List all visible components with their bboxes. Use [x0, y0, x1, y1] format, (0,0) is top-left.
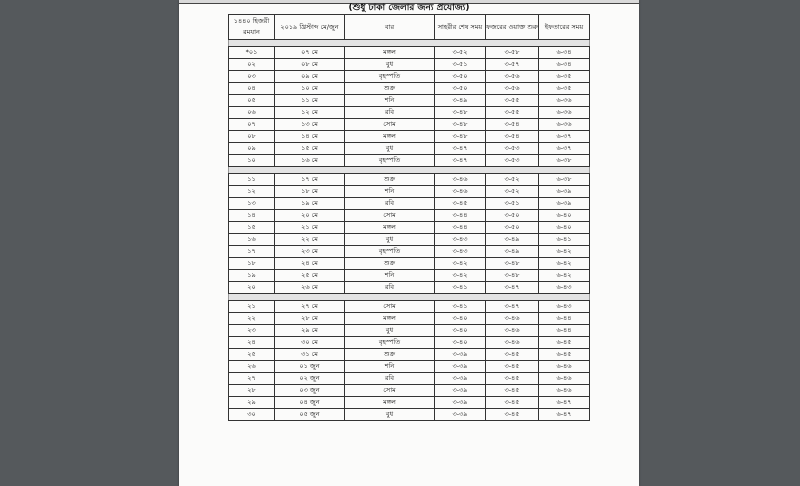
cell-sehri: ৩-৪৯	[435, 95, 486, 107]
cell-hijri-day: ০৯	[229, 143, 275, 155]
cell-date: ০৩ জুন	[275, 385, 345, 397]
cell-weekday: বুধ	[345, 325, 435, 337]
cell-date: ১৩ মে	[275, 119, 345, 131]
cell-iftar: ৬-৩৮	[539, 155, 590, 167]
cell-hijri-day: ০৩	[229, 71, 275, 83]
cell-weekday: বৃহস্পতি	[345, 71, 435, 83]
document-subtitle: (শুধু ঢাকা জেলার জন্য প্রযোজ্য)	[348, 3, 470, 13]
cell-sehri: ৩-৪০	[435, 313, 486, 325]
cell-hijri-day: ১০	[229, 155, 275, 167]
cell-hijri-day: ১৪	[229, 210, 275, 222]
header-row	[229, 15, 590, 40]
cell-weekday: শুক্র	[345, 83, 435, 95]
cell-date: ২১ মে	[275, 222, 345, 234]
cell-fajr: ৩-৪৫	[486, 349, 539, 361]
cell-sehri: ৩-৪৪	[435, 210, 486, 222]
cell-iftar: ৬-৪৭	[539, 397, 590, 409]
table-row	[229, 198, 590, 210]
cell-sehri: ৩-৪০	[435, 325, 486, 337]
document-page	[179, 0, 639, 486]
cell-iftar: ৬-৪৬	[539, 361, 590, 373]
cell-hijri-day: ০২	[229, 59, 275, 71]
cell-iftar: ৬-৩৪	[539, 59, 590, 71]
cell-sehri: ৩-৪০	[435, 337, 486, 349]
cell-iftar: ৬-৩৪	[539, 47, 590, 59]
cell-date: ২৩ মে	[275, 246, 345, 258]
cell-fajr: ৩-৫২	[486, 186, 539, 198]
cell-hijri-day: ২০	[229, 282, 275, 294]
cell-fajr: ৩-৪৫	[486, 409, 539, 421]
cell-date: ০৪ জুন	[275, 397, 345, 409]
cell-hijri-day: ১৬	[229, 234, 275, 246]
cell-weekday: মঙ্গল	[345, 222, 435, 234]
table-row	[229, 409, 590, 421]
cell-weekday: শনি	[345, 186, 435, 198]
separator-cell	[229, 40, 590, 47]
cell-fajr: ৩-৪৮	[486, 270, 539, 282]
cell-hijri-day: ০৪	[229, 83, 275, 95]
cell-date: ২৭ মে	[275, 301, 345, 313]
cell-date: ৩০ মে	[275, 337, 345, 349]
cell-fajr: ৩-৪৭	[486, 301, 539, 313]
cell-date: ১৭ মে	[275, 174, 345, 186]
cell-fajr: ৩-৫৬	[486, 71, 539, 83]
cell-fajr: ৩-৪৫	[486, 385, 539, 397]
table-row	[229, 83, 590, 95]
cell-iftar: ৬-৪৭	[539, 409, 590, 421]
cell-sehri: ৩-৫২	[435, 47, 486, 59]
table-row	[229, 349, 590, 361]
cell-date: ১৫ মে	[275, 143, 345, 155]
cell-hijri-day: ৩০	[229, 409, 275, 421]
cell-sehri: ৩-৪৮	[435, 107, 486, 119]
cell-weekday: শুক্র	[345, 258, 435, 270]
table-row	[229, 234, 590, 246]
cell-weekday: শুক্র	[345, 349, 435, 361]
table-row	[229, 361, 590, 373]
cell-sehri: ৩-৪২	[435, 258, 486, 270]
cell-fajr: ৩-৪৭	[486, 282, 539, 294]
cell-iftar: ৬-৪২	[539, 258, 590, 270]
cell-hijri-day: ২২	[229, 313, 275, 325]
cell-iftar: ৬-৪১	[539, 234, 590, 246]
cell-fajr: ৩-৫৩	[486, 155, 539, 167]
table-row	[229, 397, 590, 409]
table-row	[229, 222, 590, 234]
cell-sehri: ৩-৫০	[435, 71, 486, 83]
cell-iftar: ৬-৪৬	[539, 385, 590, 397]
cell-sehri: ৩-৪৩	[435, 246, 486, 258]
table-row	[229, 143, 590, 155]
cell-iftar: ৬-৪০	[539, 210, 590, 222]
table-row	[229, 325, 590, 337]
table-body	[229, 40, 590, 421]
cell-iftar: ৬-৩৫	[539, 71, 590, 83]
cell-sehri: ৩-৪১	[435, 301, 486, 313]
cell-sehri: ৩-৩৯	[435, 349, 486, 361]
table-row	[229, 258, 590, 270]
table-row	[229, 107, 590, 119]
cell-iftar: ৬-৪৩	[539, 301, 590, 313]
header-gregorian: ২০১৯ খ্রিস্টাব্দ মে/জুন	[275, 15, 345, 40]
cell-hijri-day: ২৬	[229, 361, 275, 373]
cell-fajr: ৩-৫৫	[486, 107, 539, 119]
cell-fajr: ৩-৪৯	[486, 234, 539, 246]
cell-date: ২৪ মে	[275, 258, 345, 270]
cell-hijri-day: ১৩	[229, 198, 275, 210]
cell-iftar: ৬-৩৯	[539, 198, 590, 210]
cell-fajr: ৩-৫৫	[486, 95, 539, 107]
cell-hijri-day: ১২	[229, 186, 275, 198]
table-row	[229, 71, 590, 83]
cell-fajr: ৩-৫৬	[486, 83, 539, 95]
table-row	[229, 385, 590, 397]
cell-sehri: ৩-৩৯	[435, 397, 486, 409]
cell-weekday: সোম	[345, 301, 435, 313]
table-row	[229, 246, 590, 258]
cell-sehri: ৩-৪১	[435, 282, 486, 294]
table-row	[229, 174, 590, 186]
table-row	[229, 186, 590, 198]
cell-hijri-day: ১৭	[229, 246, 275, 258]
cell-weekday: বৃহস্পতি	[345, 337, 435, 349]
cell-iftar: ৬-৪৪	[539, 325, 590, 337]
cell-weekday: শনি	[345, 95, 435, 107]
table-row	[229, 155, 590, 167]
cell-sehri: ৩-৪৬	[435, 186, 486, 198]
cell-fajr: ৩-৫০	[486, 222, 539, 234]
cell-iftar: ৬-৩৬	[539, 119, 590, 131]
cell-sehri: ৩-৫১	[435, 59, 486, 71]
table-row	[229, 313, 590, 325]
cell-weekday: সোম	[345, 210, 435, 222]
cell-sehri: ৩-৩৯	[435, 409, 486, 421]
cell-hijri-day: ২৫	[229, 349, 275, 361]
cell-date: ১৯ মে	[275, 198, 345, 210]
cell-weekday: মঙ্গল	[345, 313, 435, 325]
cell-hijri-day: ১১	[229, 174, 275, 186]
header-sehri-end: সাহরীর শেষ সময়	[435, 15, 486, 40]
cell-date: ২৫ মে	[275, 270, 345, 282]
cell-weekday: রবি	[345, 373, 435, 385]
cell-fajr: ৩-৪৯	[486, 246, 539, 258]
cell-fajr: ৩-৫৪	[486, 131, 539, 143]
table-row	[229, 301, 590, 313]
separator-cell	[229, 167, 590, 174]
cell-hijri-day: ১৮	[229, 258, 275, 270]
cell-hijri-day: ২৭	[229, 373, 275, 385]
cell-hijri-day: ০৫	[229, 95, 275, 107]
cell-sehri: ৩-৫০	[435, 83, 486, 95]
cell-date: ১১ মে	[275, 95, 345, 107]
table-row	[229, 210, 590, 222]
cell-iftar: ৬-৩৭	[539, 143, 590, 155]
cell-sehri: ৩-৩৯	[435, 361, 486, 373]
header-iftar: ইফতারের সময়	[539, 15, 590, 40]
cell-hijri-day: ২৯	[229, 397, 275, 409]
cell-iftar: ৬-৩৬	[539, 107, 590, 119]
cell-iftar: ৬-৪৪	[539, 313, 590, 325]
cell-weekday: সোম	[345, 119, 435, 131]
cell-fajr: ৩-৪৮	[486, 258, 539, 270]
cell-hijri-day: *০১	[229, 47, 275, 59]
cell-sehri: ৩-৪৫	[435, 198, 486, 210]
cell-hijri-day: ০৬	[229, 107, 275, 119]
cell-date: ৩১ মে	[275, 349, 345, 361]
cell-date: ০২ জুন	[275, 373, 345, 385]
cell-date: ১৪ মে	[275, 131, 345, 143]
cell-date: ২২ মে	[275, 234, 345, 246]
header-hijri: ১৪৪০ হিজরী রমযান	[229, 15, 275, 40]
cell-iftar: ৬-৩৮	[539, 174, 590, 186]
table-row	[229, 59, 590, 71]
cell-hijri-day: ২১	[229, 301, 275, 313]
table-row	[229, 119, 590, 131]
cell-date: ০৭ মে	[275, 47, 345, 59]
cell-fajr: ৩-৫৭	[486, 59, 539, 71]
cell-date: ০১ জুন	[275, 361, 345, 373]
cell-sehri: ৩-৪৭	[435, 143, 486, 155]
cell-hijri-day: ২৮	[229, 385, 275, 397]
table-row	[229, 373, 590, 385]
cell-sehri: ৩-৪৮	[435, 119, 486, 131]
cell-hijri-day: ০৭	[229, 119, 275, 131]
cell-fajr: ৩-৫০	[486, 210, 539, 222]
group-separator	[229, 40, 590, 47]
cell-sehri: ৩-৪৪	[435, 222, 486, 234]
cell-hijri-day: ২৪	[229, 337, 275, 349]
cell-iftar: ৬-৪২	[539, 246, 590, 258]
cell-date: ০৫ জুন	[275, 409, 345, 421]
cell-fajr: ৩-৪৬	[486, 337, 539, 349]
table-row	[229, 282, 590, 294]
cell-iftar: ৬-৪৩	[539, 282, 590, 294]
cell-date: ১২ মে	[275, 107, 345, 119]
cell-weekday: শনি	[345, 361, 435, 373]
cell-fajr: ৩-৪৫	[486, 361, 539, 373]
cell-weekday: বৃহস্পতি	[345, 246, 435, 258]
cell-weekday: বুধ	[345, 409, 435, 421]
ramadan-timetable	[228, 14, 590, 421]
cell-date: ১৮ মে	[275, 186, 345, 198]
cell-sehri: ৩-৪২	[435, 270, 486, 282]
cell-fajr: ৩-৫১	[486, 198, 539, 210]
cell-iftar: ৬-৩৬	[539, 95, 590, 107]
cell-date: ১০ মে	[275, 83, 345, 95]
cell-fajr: ৩-৫৪	[486, 119, 539, 131]
separator-cell	[229, 294, 590, 301]
cell-fajr: ৩-৪৫	[486, 397, 539, 409]
table-row	[229, 131, 590, 143]
header-fajr-start: ফজরের ওয়াক্ত শুরু	[486, 15, 539, 40]
cell-date: ২৮ মে	[275, 313, 345, 325]
cell-sehri: ৩-৪৭	[435, 155, 486, 167]
table-row	[229, 270, 590, 282]
cell-sehri: ৩-৪৬	[435, 174, 486, 186]
cell-hijri-day: ০৮	[229, 131, 275, 143]
cell-iftar: ৬-৪৫	[539, 337, 590, 349]
cell-fajr: ৩-৪৬	[486, 325, 539, 337]
group-separator	[229, 294, 590, 301]
cell-weekday: শনি	[345, 270, 435, 282]
cell-weekday: শুক্র	[345, 174, 435, 186]
cell-iftar: ৬-৪৫	[539, 349, 590, 361]
cell-sehri: ৩-৩৯	[435, 385, 486, 397]
cell-fajr: ৩-৫৮	[486, 47, 539, 59]
cell-weekday: বুধ	[345, 234, 435, 246]
cell-iftar: ৬-৪০	[539, 222, 590, 234]
cell-weekday: বুধ	[345, 59, 435, 71]
cell-date: ২০ মে	[275, 210, 345, 222]
table-row	[229, 95, 590, 107]
cell-fajr: ৩-৫২	[486, 174, 539, 186]
cell-iftar: ৬-৪২	[539, 270, 590, 282]
cell-fajr: ৩-৫৩	[486, 143, 539, 155]
cell-iftar: ৬-৩৭	[539, 131, 590, 143]
cell-date: ০৮ মে	[275, 59, 345, 71]
cell-weekday: রবি	[345, 107, 435, 119]
cell-hijri-day: ২৩	[229, 325, 275, 337]
table-row	[229, 47, 590, 59]
cell-hijri-day: ১৫	[229, 222, 275, 234]
cell-weekday: রবি	[345, 282, 435, 294]
cell-weekday: রবি	[345, 198, 435, 210]
cell-fajr: ৩-৪৬	[486, 313, 539, 325]
cell-iftar: ৬-৩৯	[539, 186, 590, 198]
cell-hijri-day: ১৯	[229, 270, 275, 282]
cell-weekday: মঙ্গল	[345, 131, 435, 143]
header-weekday: বার	[345, 15, 435, 40]
cell-iftar: ৬-৪৬	[539, 373, 590, 385]
group-separator	[229, 167, 590, 174]
cell-weekday: বৃহস্পতি	[345, 155, 435, 167]
cell-weekday: মঙ্গল	[345, 47, 435, 59]
cell-date: ২৯ মে	[275, 325, 345, 337]
table-row	[229, 337, 590, 349]
cell-date: ১৬ মে	[275, 155, 345, 167]
cell-sehri: ৩-৪৩	[435, 234, 486, 246]
cell-iftar: ৬-৩৫	[539, 83, 590, 95]
cell-weekday: সোম	[345, 385, 435, 397]
cell-weekday: মঙ্গল	[345, 397, 435, 409]
cell-sehri: ৩-৪৮	[435, 131, 486, 143]
cell-date: ০৯ মে	[275, 71, 345, 83]
cell-weekday: বুধ	[345, 143, 435, 155]
cell-fajr: ৩-৪৫	[486, 373, 539, 385]
cell-date: ২৬ মে	[275, 282, 345, 294]
cell-sehri: ৩-৩৯	[435, 373, 486, 385]
